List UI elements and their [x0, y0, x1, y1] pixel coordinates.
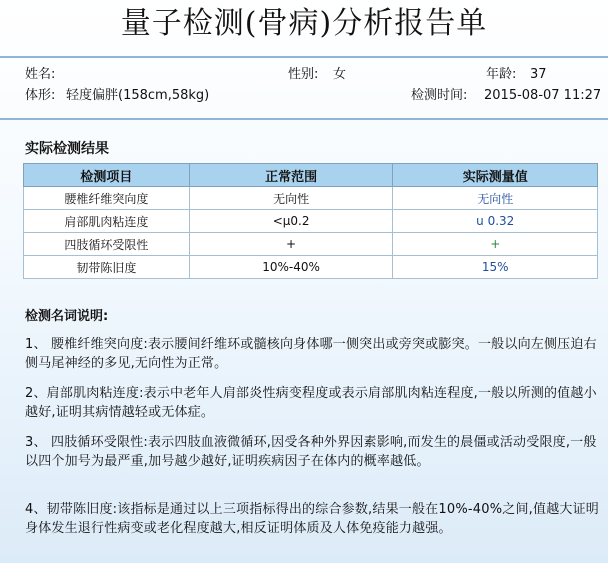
table-row [24, 256, 598, 279]
table-row [24, 187, 598, 210]
row-measured: 15% [393, 256, 598, 279]
test-time-value: 2015-08-07 11:27 [484, 88, 602, 103]
row-item: 肩部肌肉粘连度 [24, 210, 190, 233]
patient-name-label: 姓名: [25, 67, 56, 82]
test-time-label: 检测时间: [411, 88, 468, 103]
explanation-paragraph: 4、韧带陈旧度:该指标是通过以上三项指标得出的综合参数,结果一般在10%-40%之间,值越大证明身体发生退行性病变或老化程度越大,相反证明体质及人体免疫能力越强。 [25, 502, 599, 536]
table-row [24, 233, 598, 256]
patient-gender-value: 女 [333, 67, 347, 82]
explanation-paragraph: 1、 腰椎纤维突向度:表示腰间纤维环或髓核向身体哪一侧突出或旁突或膨突。一般以向左侧压迫右侧马尾神经的多见,无向性为正常。 [25, 337, 597, 371]
explanation-paragraph: 2、肩部肌肉粘连度:表示中老年人肩部炎性病变程度或表示肩部肌肉粘连程度,一般以所测的值越小越好,证明其病情越轻或无体症。 [25, 386, 597, 420]
row-item: 韧带陈旧度 [24, 256, 190, 279]
info-divider [0, 118, 608, 120]
row-normal: <μ0.2 [189, 210, 393, 233]
row-normal: + [189, 233, 393, 256]
table-row [24, 210, 598, 233]
results-section-title: 实际检测结果 [25, 141, 109, 157]
patient-age-label: 年龄: [486, 67, 517, 82]
patient-build-label: 体形: [25, 88, 56, 103]
patient-gender-label: 性别: [288, 67, 319, 82]
results-table [23, 163, 598, 279]
header-measured-value: 实际测量值 [393, 164, 598, 187]
table-header-row [24, 164, 598, 187]
explanation-paragraph: 3、 四肢循环受限性:表示四肢血液微循环,因受各种外界因素影响,而发生的晨僵或活动受限度,一般以四个加号为最严重,加号越少越好,证明疾病因子在体内的概率越低。 [25, 435, 597, 469]
row-normal: 10%-40% [189, 256, 393, 279]
row-normal: 无向性 [189, 187, 393, 210]
row-item: 四肢循环受限性 [24, 233, 190, 256]
report-title: 量子检测(骨病)分析报告单 [120, 6, 488, 41]
row-measured: 无向性 [393, 187, 598, 210]
patient-build-value: 轻度偏胖(158cm,58kg) [66, 88, 210, 103]
header-normal-range: 正常范围 [189, 164, 393, 187]
explanations-title: 检测名词说明: [25, 309, 109, 324]
row-measured: + [393, 233, 598, 256]
header-item: 检测项目 [24, 164, 190, 187]
title-divider [0, 56, 608, 58]
row-item: 腰椎纤维突向度 [24, 187, 190, 210]
row-measured: u 0.32 [393, 210, 598, 233]
patient-age-value: 37 [530, 67, 547, 82]
